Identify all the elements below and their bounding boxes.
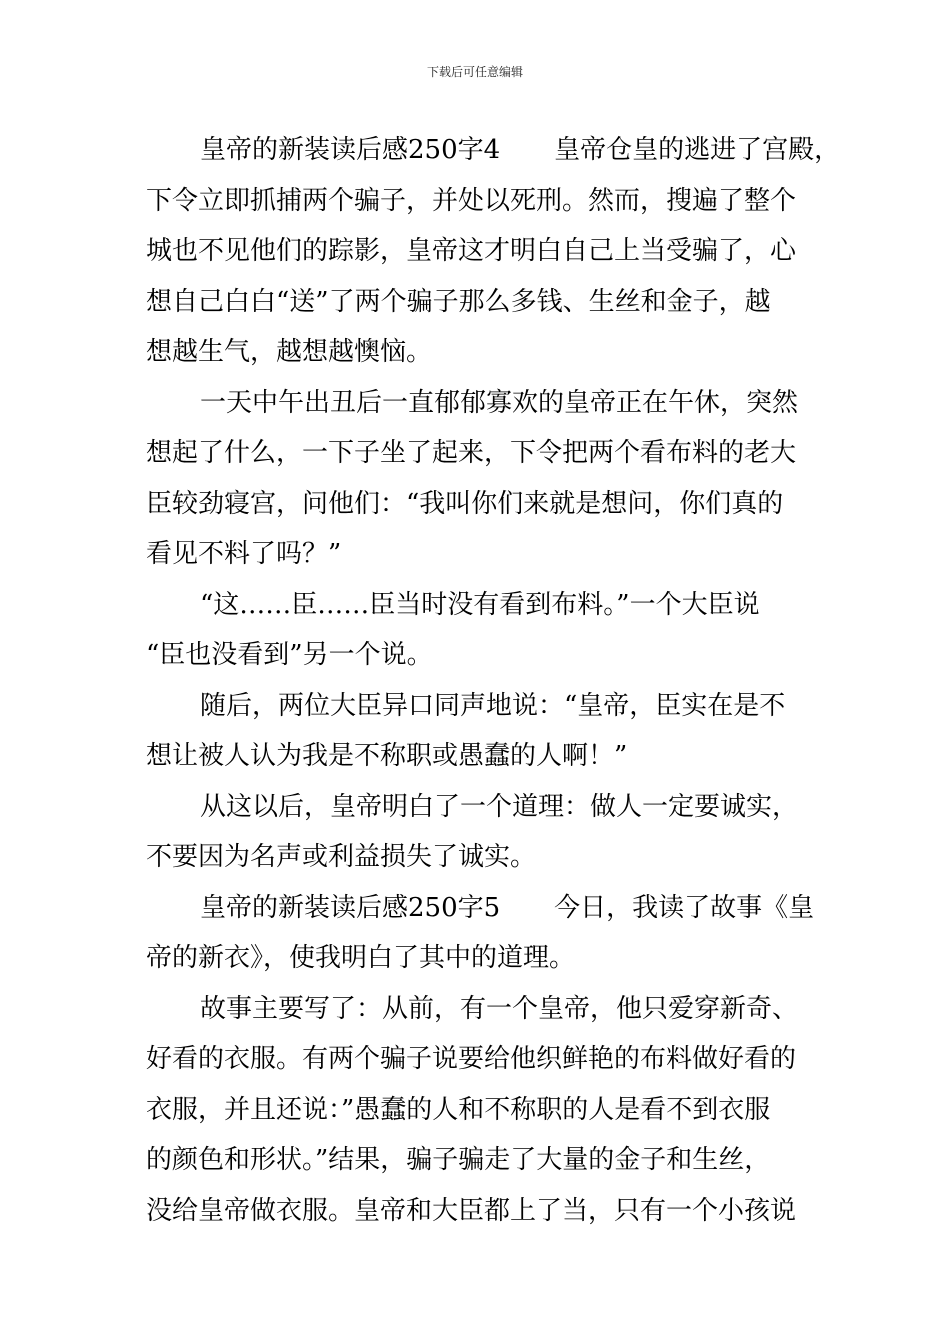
- paragraph-line: “这……臣……臣当时没有看到布料。”一个大臣说: [200, 589, 760, 620]
- paragraph-line: 想越生气，越想越懊恼。: [146, 337, 433, 367]
- paragraph-line: 帝的新衣》，使我明白了其中的道理。: [146, 943, 576, 973]
- paragraph-line: [146, 883, 815, 934]
- paragraph-line: 想自己白白“送”了两个骗子那么多钱、生丝和金子，越: [146, 286, 771, 317]
- page-header: 下载后可任意编辑: [426, 65, 523, 79]
- paragraph-text: 今日，我读了故事《皇: [554, 892, 815, 923]
- paragraph-line: 随后，两位大臣异口同声地说：“皇帝，臣实在是不: [200, 690, 786, 721]
- section-heading: 皇帝的新装读后感250字5: [200, 892, 501, 923]
- section-heading: 皇帝的新装读后感250字4: [200, 135, 501, 165]
- paragraph-line: 衣服，并且还说：”愚蠢的人和不称职的人是看不到衣服: [146, 1094, 771, 1125]
- paragraph-line: 一天中午出丑后一直郁郁寡欢的皇帝正在午休，突然: [200, 387, 799, 418]
- paragraph-line: 看见不料了吗？”: [146, 539, 342, 569]
- paragraph-line: 想起了什么，一下子坐了起来，下令把两个看布料的老大: [146, 438, 797, 468]
- paragraph-line: 没给皇帝做衣服。皇帝和大臣都上了当，只有一个小孩说: [146, 1195, 797, 1226]
- paragraph-text: 皇帝仓皇的逃进了宫殿，: [554, 135, 841, 165]
- paragraph-line: 故事主要写了：从前，有一个皇帝，他只爱穿新奇、: [200, 993, 799, 1024]
- paragraph-line: [146, 125, 841, 176]
- paragraph-line: 城也不见他们的踪影，皇帝这才明白自己上当受骗了，心: [146, 236, 797, 266]
- paragraph-line: 从这以后，皇帝明白了一个道理：做人一定要诚实，: [200, 791, 799, 822]
- paragraph-line: “臣也没看到”另一个说。: [146, 640, 433, 670]
- paragraph-line: 臣较劲寝宫，问他们：“我叫你们来就是想问，你们真的: [146, 488, 784, 519]
- paragraph-line: 下令立即抓捕两个骗子，并处以死刑。然而，搜遍了整个: [146, 185, 797, 216]
- paragraph-line: 不要因为名声或利益损失了诚实。: [146, 842, 537, 872]
- paragraph-line: 想让被人认为我是不称职或愚蠢的人啊！”: [146, 741, 628, 771]
- paragraph-line: 好看的衣服。有两个骗子说要给他织鲜艳的布料做好看的: [146, 1044, 797, 1074]
- document-body: [146, 125, 841, 1236]
- paragraph-line: 的颜色和形状。”结果，骗子骗走了大量的金子和生丝，: [146, 1145, 771, 1175]
